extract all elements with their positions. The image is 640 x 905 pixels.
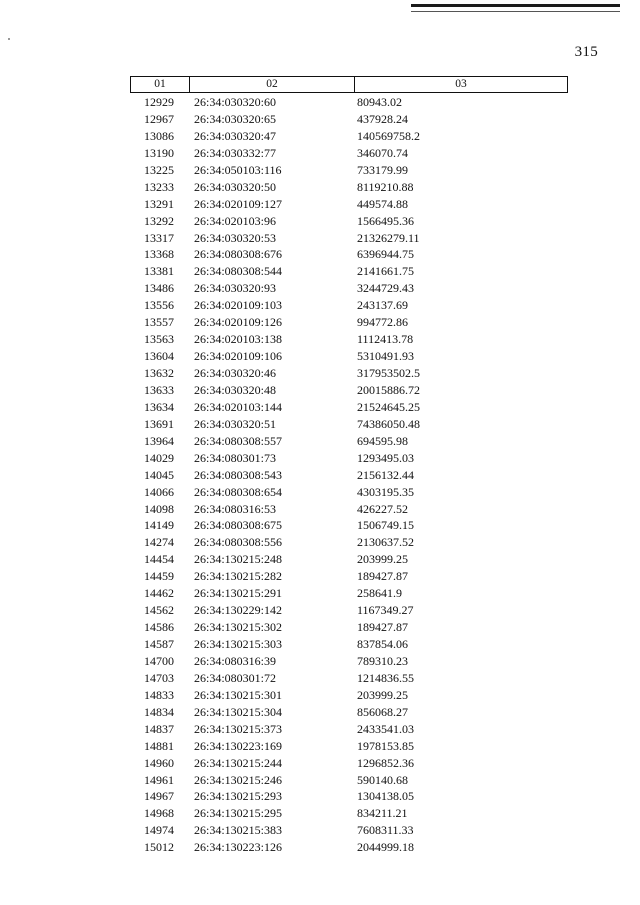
cell-value: 1112413.78: [357, 332, 414, 347]
cell-id: 13486: [144, 281, 174, 296]
data-table: [130, 76, 568, 856]
scan-mark: [8, 38, 10, 40]
cell-cadastral-number: 26:34:030320:65: [194, 111, 277, 126]
cell-cadastral-number: 26:34:030320:93: [194, 281, 277, 296]
cell-value: 449574.88: [357, 196, 408, 211]
cell-id: 14462: [144, 586, 174, 601]
cell-value: 789310.23: [357, 653, 408, 668]
cell-id: 15012: [144, 840, 174, 855]
cell-cadastral-number: 26:34:020103:138: [194, 332, 283, 347]
cell-id: 14459: [144, 569, 174, 584]
cell-cadastral-number: 26:34:130223:126: [194, 840, 283, 855]
cell-id: 13225: [144, 162, 174, 177]
cell-value: 2130637.52: [357, 535, 414, 550]
table-row: [130, 246, 568, 263]
table-row: [130, 450, 568, 467]
cell-cadastral-number: 26:34:080316:53: [194, 501, 277, 516]
cell-id: 12929: [144, 95, 174, 109]
cell-value: 5310491.93: [357, 349, 414, 364]
table-row: [130, 145, 568, 162]
cell-id: 14587: [144, 637, 174, 651]
cell-id: 13557: [144, 315, 174, 330]
cell-cadastral-number: 26:34:030320:53: [194, 230, 277, 245]
table-row: [130, 433, 568, 450]
cell-cadastral-number: 26:34:080301:73: [194, 450, 277, 465]
cell-cadastral-number: 26:34:080308:543: [194, 467, 283, 482]
cell-value: 203999.25: [357, 687, 408, 702]
cell-value: 1978153.85: [357, 738, 414, 753]
table-row: [130, 230, 568, 247]
cell-value: 856068.27: [357, 704, 408, 719]
cell-value: 4303195.35: [357, 484, 414, 499]
cell-id: 13556: [144, 298, 174, 313]
table-row: [130, 636, 568, 653]
cell-id: 13563: [144, 332, 174, 347]
cell-cadastral-number: 26:34:130229:142: [194, 603, 283, 618]
cell-id: 13633: [144, 382, 174, 397]
cell-id: 14834: [144, 704, 174, 719]
cell-id: 12967: [144, 111, 174, 126]
cell-cadastral-number: 26:34:080308:544: [194, 264, 283, 279]
cell-id: 13292: [144, 213, 174, 228]
cell-cadastral-number: 26:34:130215:302: [194, 620, 283, 635]
table-row: [130, 501, 568, 518]
cell-cadastral-number: 26:34:130215:246: [194, 772, 283, 787]
table-row: [130, 416, 568, 433]
table-row: [130, 585, 568, 602]
cell-value: 74386050.48: [357, 416, 420, 431]
cell-cadastral-number: 26:34:080316:39: [194, 653, 277, 668]
table-row: [130, 670, 568, 687]
table-row: [130, 280, 568, 297]
table-row: [130, 348, 568, 365]
cell-id: 13964: [144, 433, 174, 448]
table-row: [130, 653, 568, 670]
cell-value: 437928.24: [357, 111, 408, 126]
cell-value: 3244729.43: [357, 281, 414, 296]
cell-cadastral-number: 26:34:130215:291: [194, 586, 283, 601]
table-row: [130, 484, 568, 501]
cell-cadastral-number: 26:34:020109:127: [194, 196, 283, 211]
cell-id: 13368: [144, 247, 174, 262]
cell-cadastral-number: 26:34:130223:169: [194, 738, 283, 753]
table-row: [130, 331, 568, 348]
cell-value: 20015886.72: [357, 382, 420, 397]
cell-id: 13604: [144, 349, 174, 364]
cell-cadastral-number: 26:34:130215:248: [194, 552, 283, 567]
cell-id: 13691: [144, 416, 174, 431]
table-row: [130, 619, 568, 636]
cell-value: 994772.86: [357, 315, 408, 330]
cell-id: 13190: [144, 145, 174, 160]
cell-value: 7608311.33: [357, 823, 414, 838]
table-row: [130, 517, 568, 534]
cell-cadastral-number: 26:34:130215:293: [194, 789, 283, 804]
cell-cadastral-number: 26:34:030332:77: [194, 145, 277, 160]
cell-id: 14960: [144, 755, 174, 770]
cell-cadastral-number: 26:34:020103:96: [194, 213, 277, 228]
cell-cadastral-number: 26:34:030320:46: [194, 366, 277, 380]
cell-value: 590140.68: [357, 772, 408, 787]
cell-cadastral-number: 26:34:080301:72: [194, 670, 277, 685]
cell-id: 13291: [144, 196, 174, 211]
table-row: [130, 568, 568, 585]
cell-cadastral-number: 26:34:080308:675: [194, 518, 283, 533]
table-row: [130, 162, 568, 179]
cell-cadastral-number: 26:34:020109:106: [194, 349, 283, 364]
cell-cadastral-number: 26:34:130215:303: [194, 637, 283, 651]
cell-id: 13086: [144, 128, 174, 143]
cell-cadastral-number: 26:34:080308:557: [194, 433, 283, 448]
table-body: [130, 94, 568, 856]
cell-cadastral-number: 26:34:030320:47: [194, 128, 277, 143]
cell-id: 14837: [144, 721, 174, 736]
column-header-01: 01: [131, 77, 190, 92]
table-row: [130, 788, 568, 805]
cell-id: 14045: [144, 467, 174, 482]
cell-id: 14098: [144, 501, 174, 516]
cell-value: 21326279.11: [357, 230, 420, 245]
cell-id: 13317: [144, 230, 174, 245]
cell-cadastral-number: 26:34:020109:126: [194, 315, 283, 330]
table-row: [130, 382, 568, 399]
cell-cadastral-number: 26:34:020103:144: [194, 399, 283, 414]
cell-cadastral-number: 26:34:080308:676: [194, 247, 283, 262]
cell-value: 1506749.15: [357, 518, 414, 533]
table-header-row: [130, 76, 568, 93]
table-row: [130, 805, 568, 822]
cell-id: 14454: [144, 552, 174, 567]
cell-id: 14700: [144, 653, 174, 668]
cell-cadastral-number: 26:34:050103:116: [194, 162, 282, 177]
cell-id: 14562: [144, 603, 174, 618]
cell-value: 2433541.03: [357, 721, 414, 736]
cell-value: 140569758.2: [357, 128, 420, 143]
table-row: [130, 263, 568, 280]
table-row: [130, 755, 568, 772]
header-rule-thin: [411, 11, 620, 12]
cell-value: 837854.06: [357, 637, 408, 651]
table-row: [130, 772, 568, 789]
cell-value: 258641.9: [357, 586, 402, 601]
cell-value: 1566495.36: [357, 213, 414, 228]
table-row: [130, 839, 568, 856]
table-row: [130, 365, 568, 382]
cell-value: 6396944.75: [357, 247, 414, 262]
table-row: [130, 297, 568, 314]
cell-value: 346070.74: [357, 145, 408, 160]
column-header-03: 03: [455, 78, 467, 90]
cell-id: 14066: [144, 484, 174, 499]
table-row: [130, 551, 568, 568]
cell-value: 1214836.55: [357, 670, 414, 685]
cell-id: 13233: [144, 179, 174, 194]
cell-cadastral-number: 26:34:030320:48: [194, 382, 277, 397]
table-row: [130, 602, 568, 619]
cell-cadastral-number: 26:34:080308:654: [194, 484, 283, 499]
cell-cadastral-number: 26:34:130215:383: [194, 823, 283, 838]
cell-value: 1167349.27: [357, 603, 414, 618]
cell-id: 14029: [144, 450, 174, 465]
cell-cadastral-number: 26:34:030320:50: [194, 179, 277, 194]
table-row: [130, 94, 568, 111]
cell-value: 80943.02: [357, 95, 402, 109]
cell-value: 733179.99: [357, 162, 408, 177]
table-row: [130, 179, 568, 196]
cell-value: 21524645.25: [357, 399, 420, 414]
cell-id: 14968: [144, 806, 174, 821]
cell-cadastral-number: 26:34:030320:60: [194, 95, 277, 109]
table-row: [130, 128, 568, 145]
table-row: [130, 467, 568, 484]
table-row: [130, 196, 568, 213]
column-header-02: 02: [190, 77, 355, 92]
cell-value: 1296852.36: [357, 755, 414, 770]
cell-cadastral-number: 26:34:130215:304: [194, 704, 283, 719]
cell-value: 189427.87: [357, 620, 408, 635]
cell-id: 13634: [144, 399, 174, 414]
table-row: [130, 704, 568, 721]
cell-id: 14974: [144, 823, 174, 838]
cell-id: 13381: [144, 264, 174, 279]
cell-value: 2156132.44: [357, 467, 414, 482]
cell-cadastral-number: 26:34:130215:295: [194, 806, 283, 821]
cell-id: 14586: [144, 620, 174, 635]
cell-cadastral-number: 26:34:080308:556: [194, 535, 283, 550]
table-row: [130, 738, 568, 755]
cell-value: 426227.52: [357, 501, 408, 516]
table-row: [130, 687, 568, 704]
cell-cadastral-number: 26:34:030320:51: [194, 416, 277, 431]
cell-cadastral-number: 26:34:130215:244: [194, 755, 283, 770]
cell-value: 694595.98: [357, 433, 408, 448]
cell-value: 834211.21: [357, 806, 408, 821]
cell-cadastral-number: 26:34:130215:282: [194, 569, 283, 584]
cell-cadastral-number: 26:34:020109:103: [194, 298, 283, 313]
table-row: [130, 399, 568, 416]
cell-value: 2044999.18: [357, 840, 414, 855]
header-rule: [411, 4, 620, 7]
table-row: [130, 721, 568, 738]
table-row: [130, 213, 568, 230]
cell-id: 13632: [144, 366, 174, 380]
cell-id: 14961: [144, 772, 174, 787]
cell-value: 1293495.03: [357, 450, 414, 465]
cell-value: 203999.25: [357, 552, 408, 567]
cell-value: 2141661.75: [357, 264, 414, 279]
cell-id: 14149: [144, 518, 174, 533]
cell-cadastral-number: 26:34:130215:301: [194, 687, 283, 702]
cell-value: 189427.87: [357, 569, 408, 584]
cell-id: 14833: [144, 687, 174, 702]
cell-cadastral-number: 26:34:130215:373: [194, 721, 283, 736]
cell-id: 14703: [144, 670, 174, 685]
cell-value: 8119210.88: [357, 179, 414, 194]
cell-value: 1304138.05: [357, 789, 414, 804]
table-row: [130, 314, 568, 331]
cell-id: 14881: [144, 738, 174, 753]
cell-value: 317953502.5: [357, 366, 420, 380]
cell-id: 14274: [144, 535, 174, 550]
table-row: [130, 822, 568, 839]
table-row: [130, 111, 568, 128]
cell-id: 14967: [144, 789, 174, 804]
cell-value: 243137.69: [357, 298, 408, 313]
page-number: 315: [574, 44, 598, 60]
table-row: [130, 534, 568, 551]
